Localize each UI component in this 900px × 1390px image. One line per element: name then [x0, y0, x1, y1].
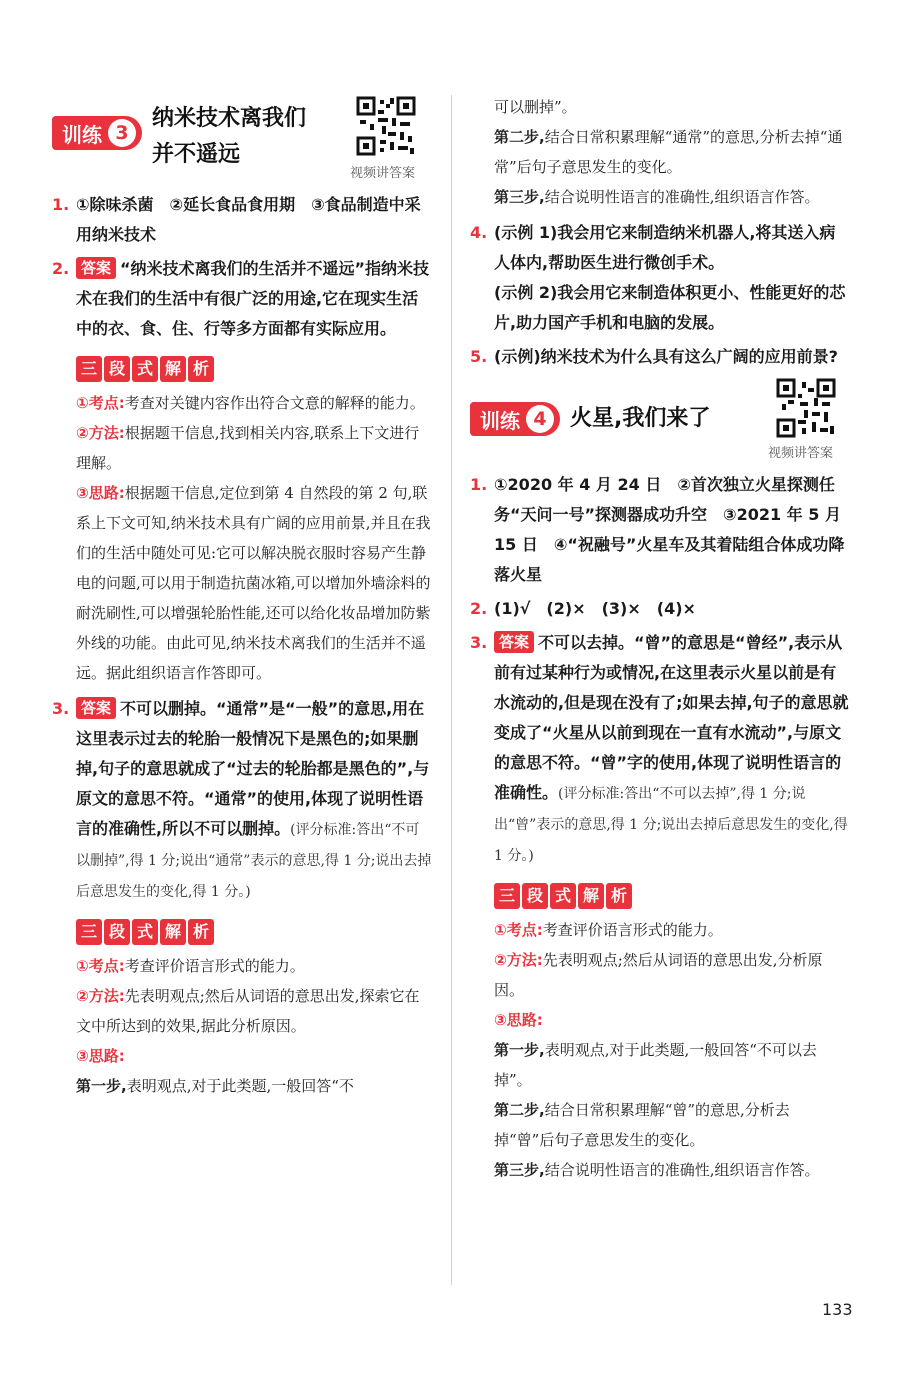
left-column — [52, 90, 432, 1101]
badge-number: 4 — [526, 405, 554, 433]
scoring-note: (评分标准:答出“不可以去掉”,得 1 分;说出“曾”表示的意思,得 1 分;说出去掉后意思发生的变化,得 1 分。) — [494, 786, 848, 864]
step-2: 第二步,结合日常积累理解“通常”的意思,分析去掉“通常”后句子意思发生的变化。 — [494, 128, 843, 176]
scoring-note: (评分标准:答出“不可以删掉”,得 1 分;说出“通常”表示的意思,得 1 分;说出去掉后意思发生的变化,得 1 分。) — [76, 822, 432, 900]
question-number: 3. — [52, 699, 70, 718]
analysis-kaodian: ①考点:考查对关键内容作出符合文意的解释的能力。 — [76, 394, 425, 412]
section-title-line2: 并不遥远 — [152, 142, 241, 167]
section-header-3 — [52, 90, 432, 190]
answer-tag: 答案 — [494, 631, 534, 653]
section-title-line1: 纳米技术离我们 — [152, 106, 307, 131]
question-4 — [470, 218, 850, 338]
analysis-fangfa: ②方法:先表明观点;然后从词语的意思出发,分析原因。 — [494, 951, 823, 999]
question-r3 — [470, 628, 850, 871]
question-number: 1. — [470, 475, 488, 494]
question-r1 — [470, 470, 850, 590]
question-number: 1. — [52, 195, 70, 214]
analysis-silu: ③思路: — [76, 1047, 125, 1065]
answer-tag: 答案 — [76, 697, 116, 719]
answer-text: “纳米技术离我们的生活并不遥远”指纳米技术在我们的生活中有很广泛的用途,它在现实生活中的衣、食、住、行等多方面都有实际应用。 — [76, 259, 430, 338]
training-badge-3 — [52, 116, 142, 150]
analysis-silu: ③思路:根据题干信息,定位到第 4 自然段的第 2 句,联系上下文可知,纳米技术具有广阔的应用前景,并且在我们的生活中随处可见:它可以解决脱衣服时容易产生静电的问题,可以用于制造抗菌冰箱,可以增加外墙涂料的耐洗刷性,可以增强轮胎性能,还可以给化妆品增加防紫外线的功能。由此可见,纳米技术离我们的生活并不遥远。据此组织语言作答即可。 — [76, 484, 431, 682]
answer-text: 不可以去掉。“曾”的意思是“曾经”,表示从前有过某种行为或情况,在这里表示火星以前是有水流动的,但是现在没有了;如果去掉,句子的意思就变成了“火星从以前到现在一直有水流动”,与原文的意思不符。“曾”字的使用,体现了说明性语言的准确性。 — [494, 633, 849, 802]
section-title: 火星,我们来了 — [570, 406, 711, 431]
step-1: 第一步,表明观点,对于此类题,一般回答“不可以去掉”。 — [494, 1041, 817, 1089]
qr-code-icon[interactable] — [776, 378, 836, 438]
answer-text: ①2020 年 4 月 24 日 ②首次独立火星探测任务“天问一号”探测器成功升空 ③2021 年 5 月 15 日 ④“祝融号”火星车及其着陆组合体成功降落火星 — [494, 475, 845, 584]
answer-text: (1)√ (2)× (3)× (4)× — [494, 599, 696, 618]
question-3 — [52, 694, 432, 907]
answer-text: 不可以删掉。“通常”是“一般”的意思,用在这里表示过去的轮胎一般情况下是黑色的;如果删掉,句子的意思就成了“过去的轮胎都是黑色的”,与原文的意思不符。“通常”的使用,体现了说明性语言的准确性,所以不可以删掉。 — [76, 699, 430, 838]
question-number: 2. — [52, 259, 70, 278]
question-number: 4. — [470, 223, 488, 242]
question-5 — [470, 342, 850, 372]
analysis-banner: 三 段 式 解 析 — [76, 356, 216, 382]
analysis-kaodian: ①考点:考查评价语言形式的能力。 — [76, 957, 305, 975]
analysis-banner: 三 段 式 解 析 — [76, 919, 216, 945]
column-divider — [451, 95, 452, 1285]
analysis-fangfa: ②方法:根据题干信息,找到相关内容,联系上下文进行理解。 — [76, 424, 420, 472]
analysis-fangfa: ②方法:先表明观点;然后从词语的意思出发,探索它在文中所达到的效果,据此分析原因。 — [76, 987, 420, 1035]
example-1: (示例 1)我会用它来制造纳米机器人,将其送入病人体内,帮助医生进行微创手术。 — [494, 223, 836, 272]
analysis-silu: ③思路: — [494, 1011, 543, 1029]
qr-code-icon[interactable] — [356, 96, 416, 156]
continued-text: 可以删掉”。 — [494, 98, 577, 116]
training-badge-4 — [470, 402, 560, 436]
answer-tag: 答案 — [76, 257, 116, 279]
step-1: 第一步,表明观点,对于此类题,一般回答“不 — [76, 1077, 354, 1095]
question-1 — [52, 190, 432, 250]
step-2: 第二步,结合日常积累理解“曾”的意思,分析去掉“曾”后句子意思发生的变化。 — [494, 1101, 790, 1149]
qr-caption: 视频讲答案 — [350, 166, 416, 181]
badge-number: 3 — [108, 119, 136, 147]
answer-text: ①除味杀菌 ②延长食品食用期 ③食品制造中采用纳米技术 — [76, 195, 421, 244]
question-number: 5. — [470, 347, 488, 366]
question-r2 — [470, 594, 850, 624]
step-3: 第三步,结合说明性语言的准确性,组织语言作答。 — [494, 188, 820, 206]
analysis-kaodian: ①考点:考查评价语言形式的能力。 — [494, 921, 723, 939]
right-column — [470, 92, 850, 1185]
answer-text: (示例)纳米技术为什么具有这么广阔的应用前景? — [494, 347, 838, 366]
example-2: (示例 2)我会用它来制造体积更小、性能更好的芯片,助力国产手机和电脑的发展。 — [494, 283, 846, 332]
qr-caption: 视频讲答案 — [768, 446, 834, 461]
question-number: 3. — [470, 633, 488, 652]
question-2 — [52, 254, 432, 344]
question-number: 2. — [470, 599, 488, 618]
badge-label: 训练 — [62, 122, 102, 147]
page-number: 133 — [822, 1300, 853, 1319]
step-3: 第三步,结合说明性语言的准确性,组织语言作答。 — [494, 1161, 820, 1179]
analysis-banner: 三 段 式 解 析 — [494, 883, 634, 909]
section-header-4 — [470, 376, 850, 466]
badge-label: 训练 — [480, 408, 520, 433]
